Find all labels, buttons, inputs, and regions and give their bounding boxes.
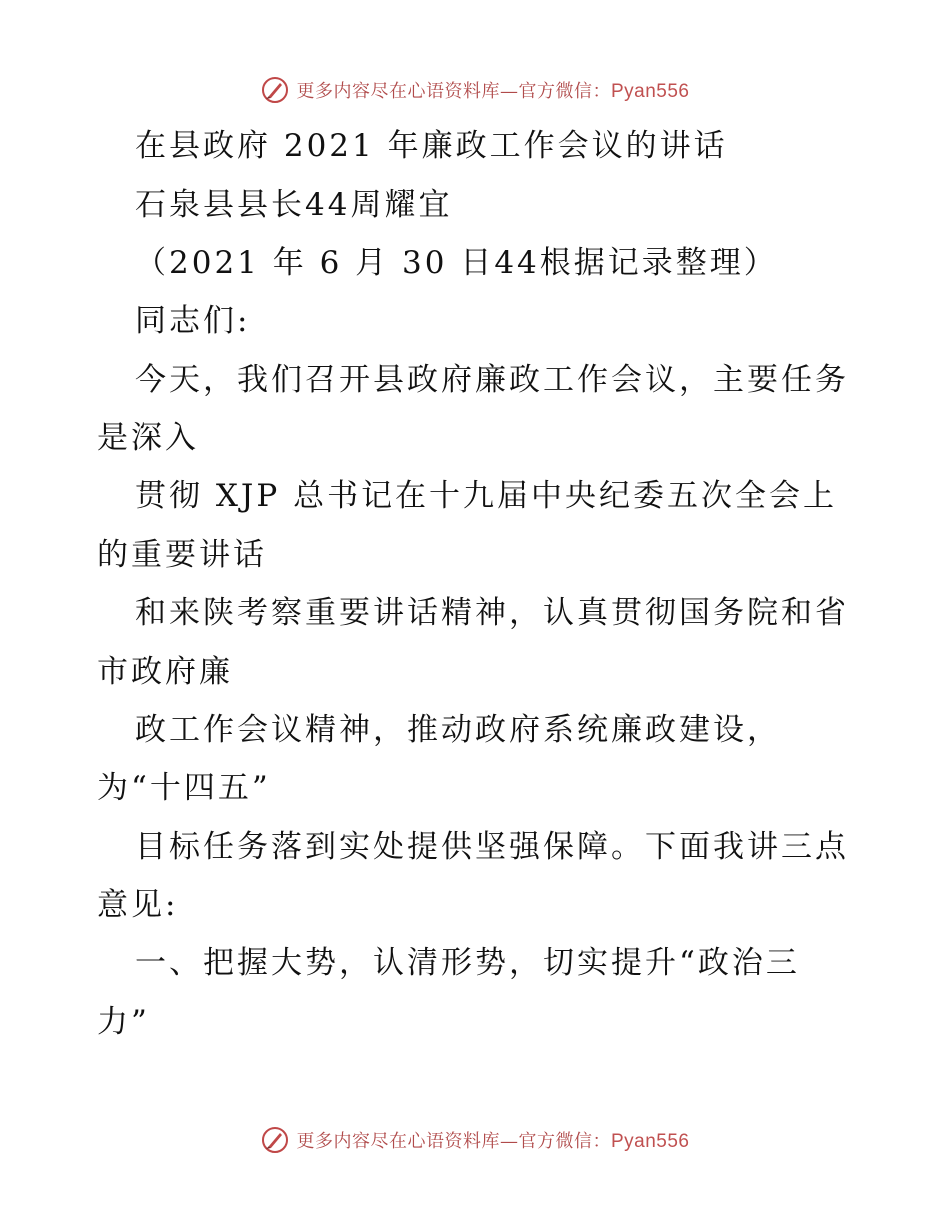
document-date-note: （2021 年 6 月 30 日44根据记录整理） — [135, 245, 778, 281]
section-heading: 一、把握大势，认清形势，切实提升“政治三 — [135, 945, 800, 981]
document-title: 在县政府 2021 年廉政工作会议的讲话 — [135, 128, 728, 164]
paragraph-line: 目标任务落到实处提供坚强保障。下面我讲三点 — [135, 829, 849, 865]
footer-watermark — [0, 1123, 950, 1157]
paragraph-line: 政工作会议精神，推动政府系统廉政建设， — [135, 712, 781, 748]
watermark-wechat-id: Pyan556 — [610, 1131, 690, 1152]
quill-logo-icon — [260, 1125, 290, 1155]
paragraph-line: 是深入 — [97, 420, 199, 456]
paragraph-line: 贯彻 XJP 总书记在十九届中央纪委五次全会上 — [135, 478, 838, 514]
paragraph-line: 今天，我们召开县政府廉政工作会议，主要任务 — [135, 362, 849, 398]
paragraph-line: 和来陕考察重要讲话精神，认真贯彻国务院和省 — [135, 595, 849, 631]
paragraph-line: 意见: — [97, 887, 179, 923]
watermark-text: 更多内容尽在心语资料库—官方微信：Pyan556 — [296, 1131, 690, 1152]
watermark-text: 更多内容尽在心语资料库—官方微信：Pyan556 — [296, 81, 690, 102]
document-greeting: 同志们: — [135, 303, 251, 339]
watermark-wechat-id: Pyan556 — [610, 81, 690, 102]
paragraph-line: 为“十四五” — [97, 770, 271, 806]
section-heading-continued: 力” — [97, 1004, 150, 1040]
document-author: 石泉县县长44周耀宜 — [135, 187, 453, 223]
paragraph-line: 市政府廉 — [97, 654, 233, 690]
paragraph-line: 的重要讲话 — [97, 537, 267, 573]
